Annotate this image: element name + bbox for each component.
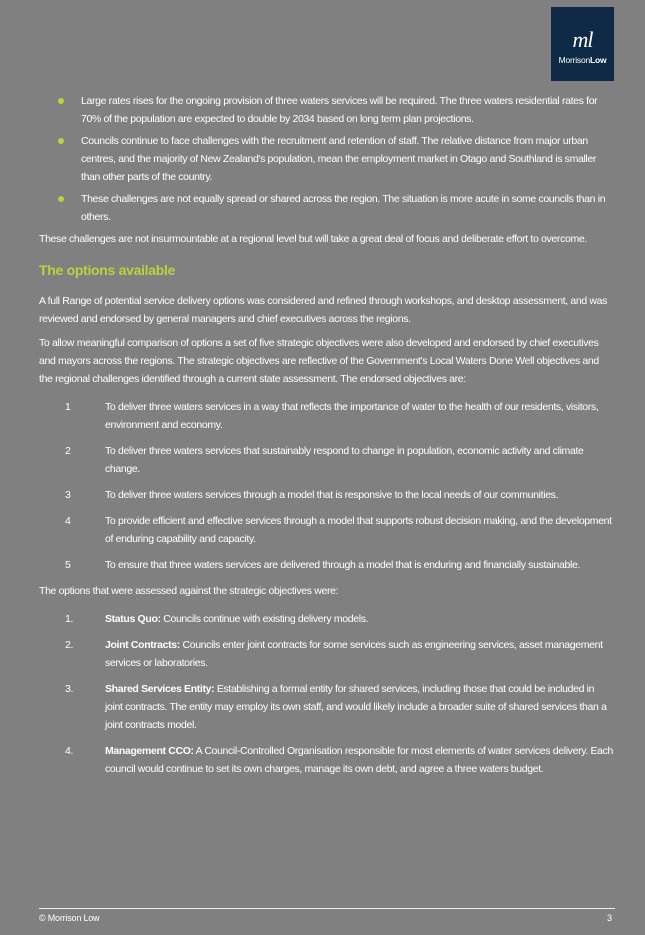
item-number: 4 [65,515,71,527]
list-item [39,398,614,434]
list-item [39,636,614,672]
options-list [39,610,614,778]
intro-bullet-list [39,92,614,226]
item-text: Councils enter joint contracts for some services such as engineering services, asset management services or laboratories. [105,639,603,669]
item-text: Councils continue with existing delivery models. [160,613,369,625]
item-text: To provide efficient and effective services through a model that supports robust decision making, and the development of enduring capability and capacity. [105,515,612,545]
list-item [39,610,614,628]
objectives-list [39,398,614,574]
item-number: 2. [65,639,74,651]
logo-mark-icon: ml [572,27,593,52]
bullet-icon [58,98,64,104]
bullet-icon [58,196,64,202]
option-title: Status Quo: [105,613,161,625]
options-intro: The options that were assessed against the strategic objectives were: [39,585,339,597]
logo-wordmark [559,55,607,65]
logo-name-regular: Morrison [558,55,591,65]
list-item [39,680,614,734]
list-item [39,190,614,226]
footer-copyright: © Morrison Low [39,913,100,923]
list-item [39,512,614,548]
item-number: 5 [65,559,71,571]
item-number: 1 [65,401,71,413]
item-text: Establishing a formal entity for shared services, including those that could be included in joint contracts. The entity may employ its own staff, and would likely include a broader suite of shared services than a joint contracts model. [105,683,607,731]
item-number: 3 [65,489,71,501]
paragraph: To allow meaningful comparison of options a set of five strategic objectives were also developed and endorsed by chief executives and mayors across the regions. The strategic objectives are reflective of the Government's Local Waters Done Well objectives and the regional challenges identified through a current state assessment. The endorsed objectives are: [39,337,599,385]
item-text: A Council-Controlled Organisation responsible for most elements of water services delivery. Each council would continue to set its own charges, manage its own debt, and agree a three waters budget. [105,745,614,775]
option-title: Joint Contracts: [105,639,180,651]
section-heading: The options available [39,262,176,278]
page-number: 3 [607,913,613,923]
list-item [39,486,614,504]
item-text: To deliver three waters services that sustainably respond to change in population, economic activity and climate change. [105,445,584,475]
item-text: To ensure that three waters services are delivered through a model that is enduring and financially sustainable. [105,559,581,571]
list-item [39,556,614,574]
item-text: To deliver three waters services in a way that reflects the importance of water to the health of our residents, visitors, environment and economy. [105,401,599,431]
paragraph: A full Range of potential service delivery options was considered and refined through workshops, and desktop assessment, and was reviewed and endorsed by general managers and chief executives across the regions. [39,295,608,325]
footer-divider [39,908,615,909]
morrison-low-logo [551,7,614,81]
list-item [39,132,614,186]
item-number: 4. [65,745,74,757]
bullet-icon [58,138,64,144]
list-item [39,742,614,778]
list-item [39,92,614,128]
intro-conclusion: These challenges are not insurmountable at a regional level but will take a great deal of focus and deliberate effort to overcome. [39,233,587,245]
list-item [39,442,614,478]
item-text: To deliver three waters services through a model that is responsive to the local needs of our communities. [105,489,559,501]
option-title: Shared Services Entity: [105,683,215,695]
bullet-text: Councils continue to face challenges with the recruitment and retention of staff. The relative distance from major urban centres, and the majority of New Zealand's population, mean the employment market in Otago and Southland is smaller than other parts of the country. [81,135,597,183]
logo-name-bold: Low [590,55,607,65]
item-number: 3. [65,683,74,695]
item-number: 2 [65,445,71,457]
bullet-text: Large rates rises for the ongoing provision of three waters services will be required. The three waters residential rates for 70% of the population are expected to double by 2034 based on long term plan projections. [81,95,598,125]
bullet-text: These challenges are not equally spread or shared across the region. The situation is more acute in some councils than in others. [81,193,606,223]
option-title: Management CCO: [105,745,194,757]
item-number: 1. [65,613,74,625]
page-content [39,92,614,786]
